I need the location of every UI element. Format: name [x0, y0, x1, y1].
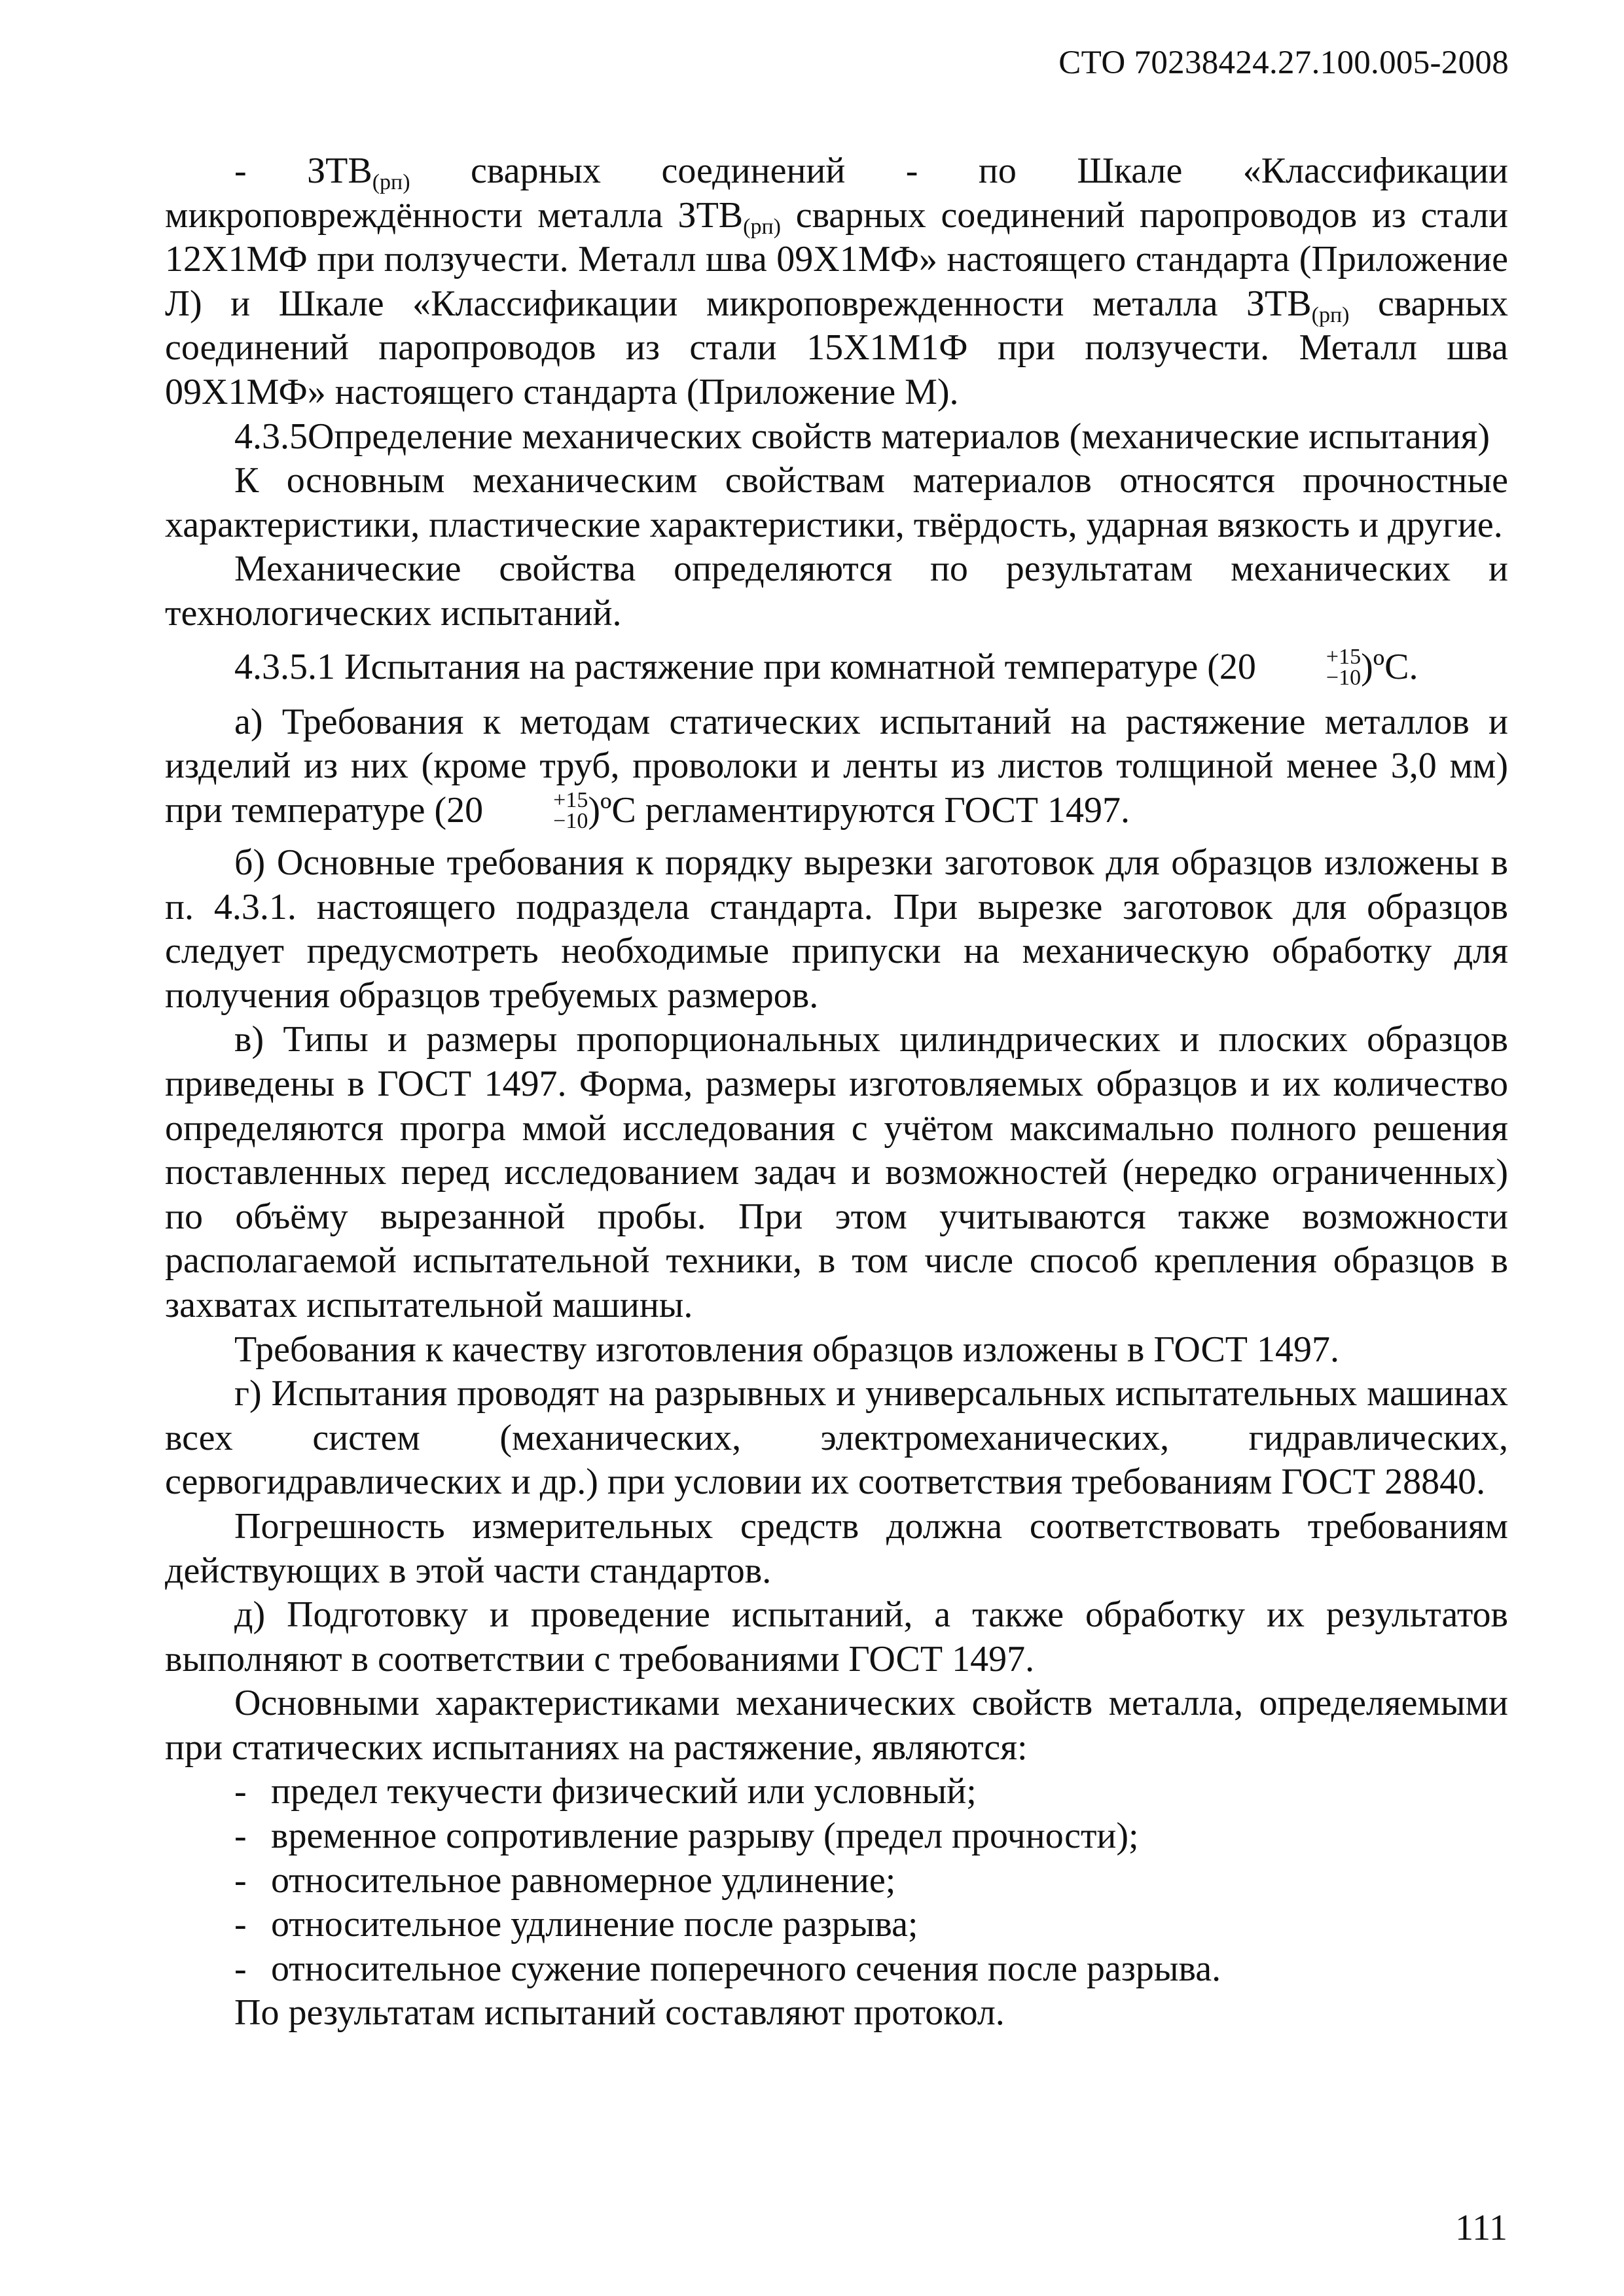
list-item	[234, 1947, 1508, 1992]
text-run: )ºС регламентируются ГОСТ 1497.	[588, 789, 1130, 831]
list-item-text: предел текучести физический или условный;	[271, 1771, 977, 1812]
paragraph-item-a	[165, 700, 1508, 834]
temperature-base: 20	[1219, 646, 1256, 687]
list-item-text: относительное удлинение после разрыва;	[271, 1904, 918, 1945]
list-item	[234, 1903, 1508, 1947]
text-run: сварных соединений - по Шкале «Классификации микроповреждённости металла ЗТВ	[165, 151, 1509, 236]
text-run: а) Требования к методам статических испытаний на растяжение металлов и изделий из них (кроме труб, проволоки и ленты из листов толщиной менее 3,0 мм) при температуре (	[165, 701, 1508, 831]
section-heading-4-3-5: 4.3.5Определение механических свойств материалов (механические испытания)	[234, 416, 1490, 457]
temperature-base: 20	[446, 789, 484, 831]
document-code-header: СТО 70238424.27.100.005-2008	[1058, 45, 1509, 81]
list-item	[234, 1859, 1508, 1903]
subscript-rp: (рп)	[372, 170, 410, 194]
paragraph-item-d: д) Подготовку и проведение испытаний, а также обработку их результатов выполняют в соответствии с требованиями ГОСТ 1497.	[165, 1594, 1508, 1679]
list-item-text: временное сопротивление разрыву (предел прочности);	[271, 1816, 1139, 1857]
list-item-text: относительное равномерное удлинение;	[271, 1859, 896, 1901]
list-dash: -	[234, 1859, 247, 1901]
paragraph-quality-requirements: Требования к качеству изготовления образцов изложены в ГОСТ 1497.	[234, 1329, 1340, 1370]
list-item	[234, 1770, 1508, 1814]
list-dash: -	[234, 1904, 247, 1945]
paragraph-4-3-5-1	[165, 645, 1508, 691]
list-dash: -	[234, 1948, 247, 1989]
text-run: сварных соединений паропроводов из стали 12Х1МФ при ползучести. Металл шва 09Х1МФ» настоящего стандарта (Приложение Л) и Шкале «Классификации микроповрежденности металла ЗТВ	[165, 194, 1509, 324]
temperature-tolerance	[1257, 644, 1362, 690]
document-body	[165, 149, 1508, 2036]
paragraph-zone-scale	[165, 149, 1508, 415]
temperature-tolerance	[484, 790, 588, 832]
text-run: 4.3.5.1 Испытания на растяжение при комнатной температуре (	[234, 646, 1219, 687]
text-run: сварных соединений паропроводов из стали 15Х1М1Ф при ползучести. Металл шва 09Х1МФ» настоящего стандарта (Приложение М).	[165, 283, 1508, 412]
text-run: - ЗТВ	[234, 151, 372, 191]
tolerance-plus: +15	[553, 788, 588, 812]
paragraph-determination: Механические свойства определяются по результатам механических и технологических испытаний.	[165, 548, 1508, 634]
list-item	[234, 1814, 1508, 1859]
paragraph-item-g: г) Испытания проводят на разрывных и универсальных испытательных машинах всех систем (механических, электромеханических, гидравлических, сервогидравлических и др.) при условии их соответствия требованиям ГОСТ 28840.	[165, 1373, 1508, 1503]
page-number: 111	[1455, 2208, 1507, 2248]
tolerance-plus: +15	[1326, 644, 1362, 669]
paragraph-item-v: в) Типы и размеры пропорциональных цилиндрических и плоских образцов приведены в ГОСТ 1497. Форма, размеры изготовляемых образцов и их количество определяются програ ммой исследования с учётом максимально полного решения поставленных перед исследованием задач и возможностей (нередко ограниченных) по объёму вырезанной пробы. При этом учитываются также возможности располагаемой испытательной техники, в том числе способ крепления образцов в захватах испытательной машины.	[165, 1019, 1508, 1325]
tolerance-minus: −10	[1326, 665, 1362, 690]
list-dash: -	[234, 1816, 247, 1857]
paragraph-mechanical-properties: К основным механическим свойствам материалов относятся прочностные характеристики, пластические характеристики, твёрдость, ударная вязкость и другие.	[165, 460, 1508, 545]
characteristics-list	[165, 1770, 1508, 1991]
paragraph-protocol: По результатам испытаний составляют протокол.	[234, 1992, 1005, 2034]
text-run: )ºС.	[1361, 646, 1418, 687]
paragraph-main-characteristics: Основными характеристиками механических свойств металла, определяемыми при статических испытаниях на растяжение, являются:	[165, 1683, 1508, 1768]
paragraph-measurement-error: Погрешность измерительных средств должна соответствовать требованиям действующих в этой части стандартов.	[165, 1505, 1508, 1591]
tolerance-minus: −10	[553, 809, 588, 833]
subscript-rp: (рп)	[1311, 302, 1350, 327]
list-dash: -	[234, 1771, 247, 1812]
subscript-rp: (рп)	[743, 214, 781, 239]
paragraph-item-b: б) Основные требования к порядку вырезки заготовок для образцов изложены в п. 4.3.1. настоящего подраздела стандарта. При вырезке заготовок для образцов следует предусмотреть необходимые припуски на механическую обработку для получения образцов требуемых размеров.	[165, 842, 1508, 1016]
list-item-text: относительное сужение поперечного сечения после разрыва.	[271, 1948, 1221, 1989]
